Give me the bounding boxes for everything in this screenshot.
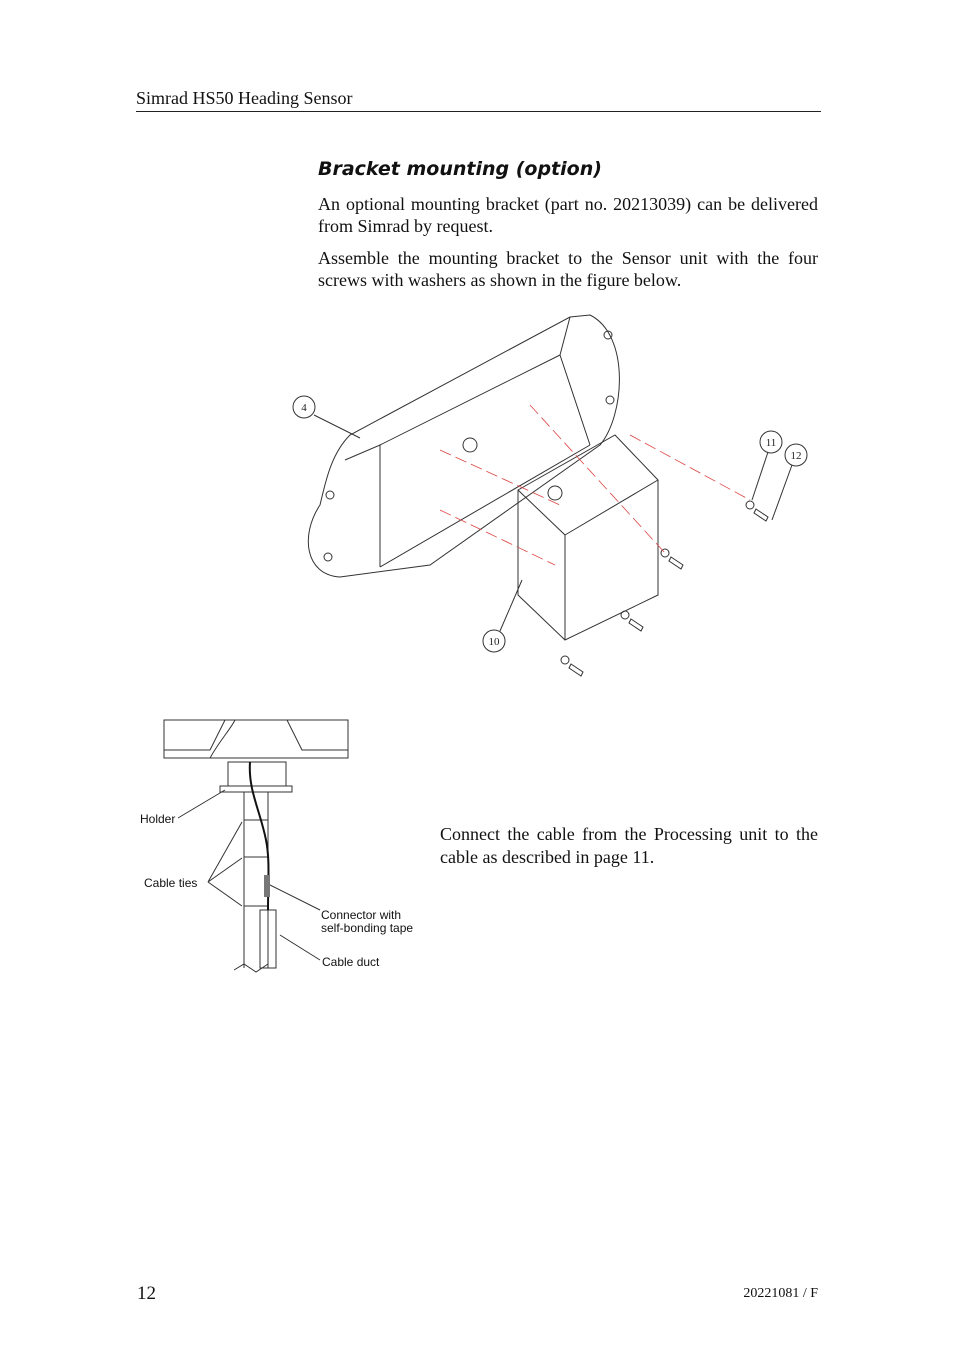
document-id: 20221081 / F bbox=[743, 1286, 818, 1301]
callout-12: 12 bbox=[790, 450, 802, 462]
section-title: Bracket mounting (option) bbox=[318, 158, 602, 180]
callout-10: 10 bbox=[488, 636, 500, 648]
label-cable-duct: Cable duct bbox=[322, 955, 380, 969]
header-title: Simrad HS50 Heading Sensor bbox=[136, 88, 353, 108]
page-header bbox=[136, 86, 821, 112]
callout-4: 4 bbox=[301, 402, 307, 414]
paragraph-bracket-option: An optional mounting bracket (part no. 20213039) can be delivered from Simrad by request. bbox=[318, 194, 818, 236]
page-number: 12 bbox=[137, 1283, 156, 1304]
bracket-exploded-figure bbox=[290, 305, 810, 690]
label-cable-ties: Cable ties bbox=[144, 876, 198, 890]
callout-11: 11 bbox=[765, 437, 777, 449]
label-connector-line2: self-bonding tape bbox=[321, 921, 414, 935]
pole-mounting-figure bbox=[130, 710, 430, 980]
label-holder: Holder bbox=[140, 812, 176, 826]
paragraph-assembly: Assemble the mounting bracket to the Sensor unit with the four screws with washers as shown in the figure below. bbox=[318, 248, 818, 290]
label-connector-line1: Connector with bbox=[321, 908, 402, 922]
paragraph-connect-cable: Connect the cable from the Processing unit to the cable as described in page 11. bbox=[440, 824, 818, 867]
